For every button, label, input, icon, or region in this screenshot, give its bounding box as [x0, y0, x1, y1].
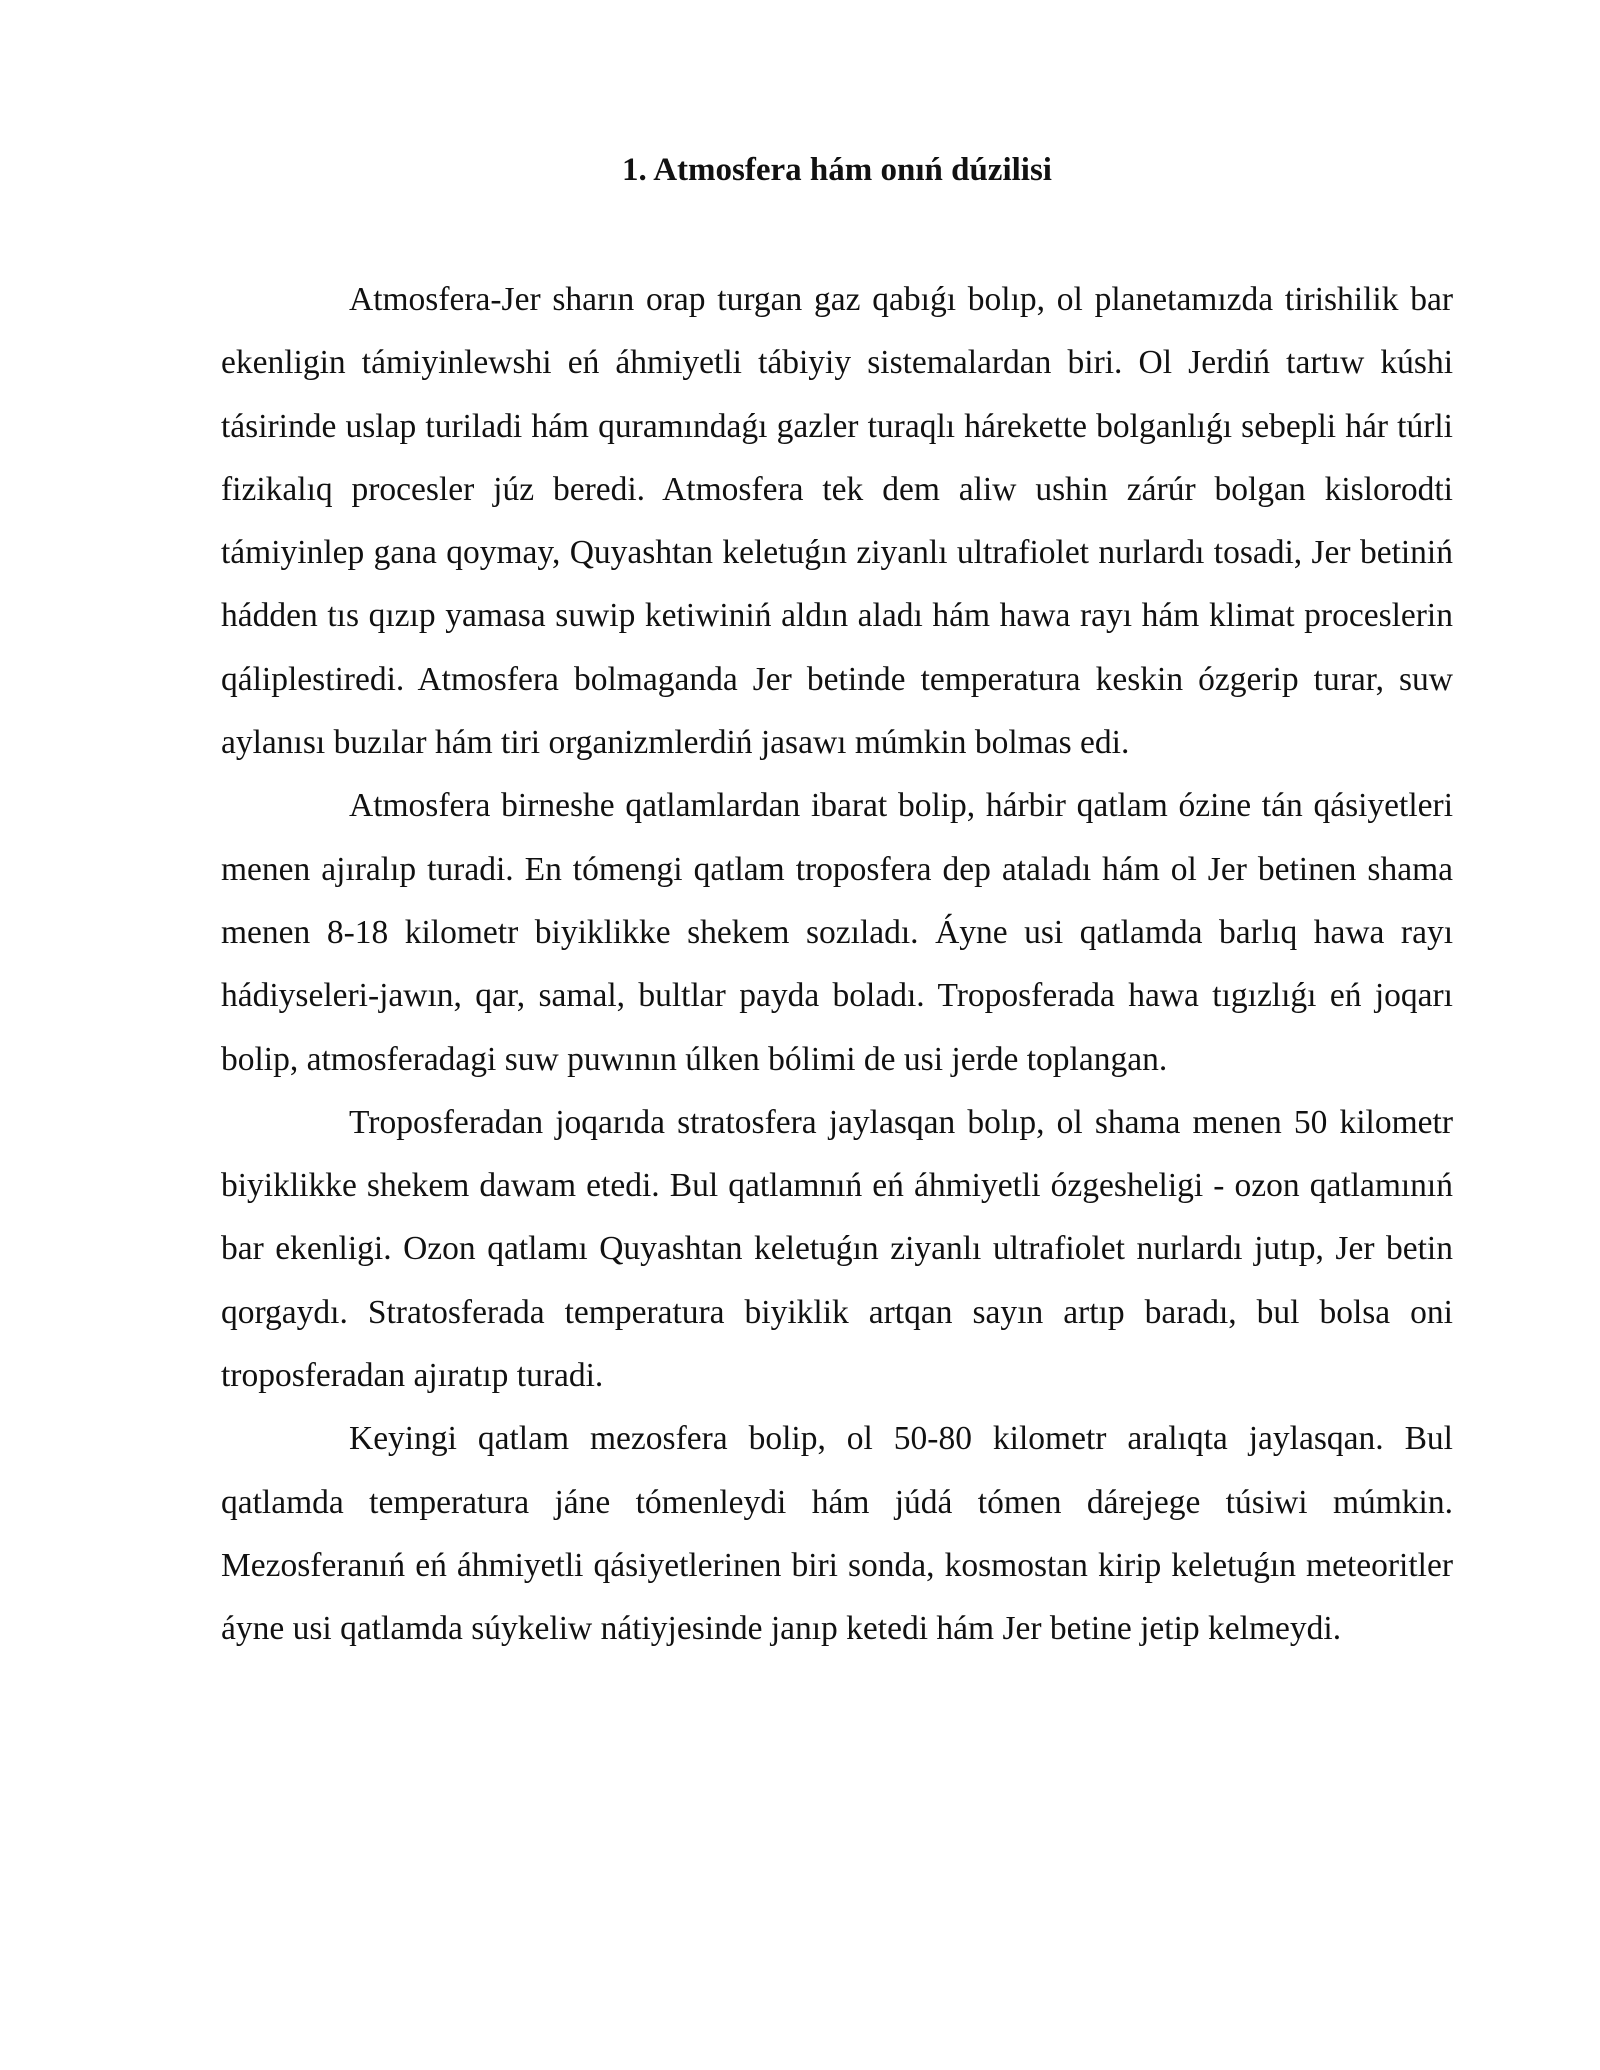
paragraph-atmosphere-definition: Atmosfera-Jer sharın orap turgan gaz qabıǵı bolıp, ol planetamızda tirishilik bar ekenligin támiyinlewshi eń áhmiyetli tábiyiy sistemalardan biri. Ol Jerdiń tartıw kúshi tásirinde uslap turiladi hám quramındaǵı gazler turaqlı hárekette bolganlıǵı sebepli hár túrli fizikalıq procesler júz beredi. Atmosfera tek dem aliw ushin zárúr bolgan kislorodti támiyinlep gana qoymay, Quyashtan keletuǵın ziyanlı ultrafiolet nurlardı tosadi, Jer betiniń hádden tıs qızıp yamasa suwip ketiwiniń aldın aladı hám hawa rayı hám klimat proceslerin qáliplestiredi. Atmosfera bolmaganda Jer betinde temperatura keskin ózgerip turar, suw aylanısı buzılar hám tiri organizmlerdiń jasawı múmkin bolmas edi. [221, 281, 1453, 762]
paragraph-stratosphere: Troposferadan joqarıda stratosfera jaylasqan bolıp, ol shama menen 50 kilometr biyiklikke shekem dawam etedi. Bul qatlamnıń eń áhmiyetli ózgesheligi - ozon qatlamınıń bar ekenligi. Ozon qatlamı Quyashtan keletuǵın ziyanlı ultrafiolet nurlardı jutıp, Jer betin qorgaydı. Stratosferada temperatura biyiklik artqan sayın artıp baradı, bul bolsa oni troposferadan ajıratıp turadi. [221, 1103, 1453, 1395]
document-body [221, 268, 1453, 1661]
paragraph-mesosphere: Keyingi qatlam mezosfera bolip, ol 50-80 kilometr aralıqta jaylasqan. Bul qatlamda temperatura jáne tómenleydi hám júdá tómen dárejege túsiwi múmkin. Mezosferanıń eń áhmiyetli qásiyetlerinen biri sonda, kosmostan kirip keletuǵın meteoritler áyne usi qatlamda súykeliw nátiyjesinde janıp ketedi hám Jer betine jetip kelmeydi. [221, 1420, 1453, 1648]
paragraph-troposphere: Atmosfera birneshe qatlamlardan ibarat bolip, hárbir qatlam ózine tán qásiyetleri menen ajıralıp turadi. En tómengi qatlam troposfera dep ataladı hám ol Jer betinen shama menen 8-18 kilometr biyiklikke shekem sozıladı. Áyne usi qatlamda barlıq hawa rayı hádiyseleri-jawın, qar, samal, bultlar payda boladı. Troposferada hawa tıgızlıǵı eń joqarı bolip, atmosferadagi suw puwının úlken bólimi de usi jerde toplangan. [221, 787, 1453, 1078]
page-title: 1. Atmosfera hám onıń dúzilisi [622, 152, 1052, 188]
